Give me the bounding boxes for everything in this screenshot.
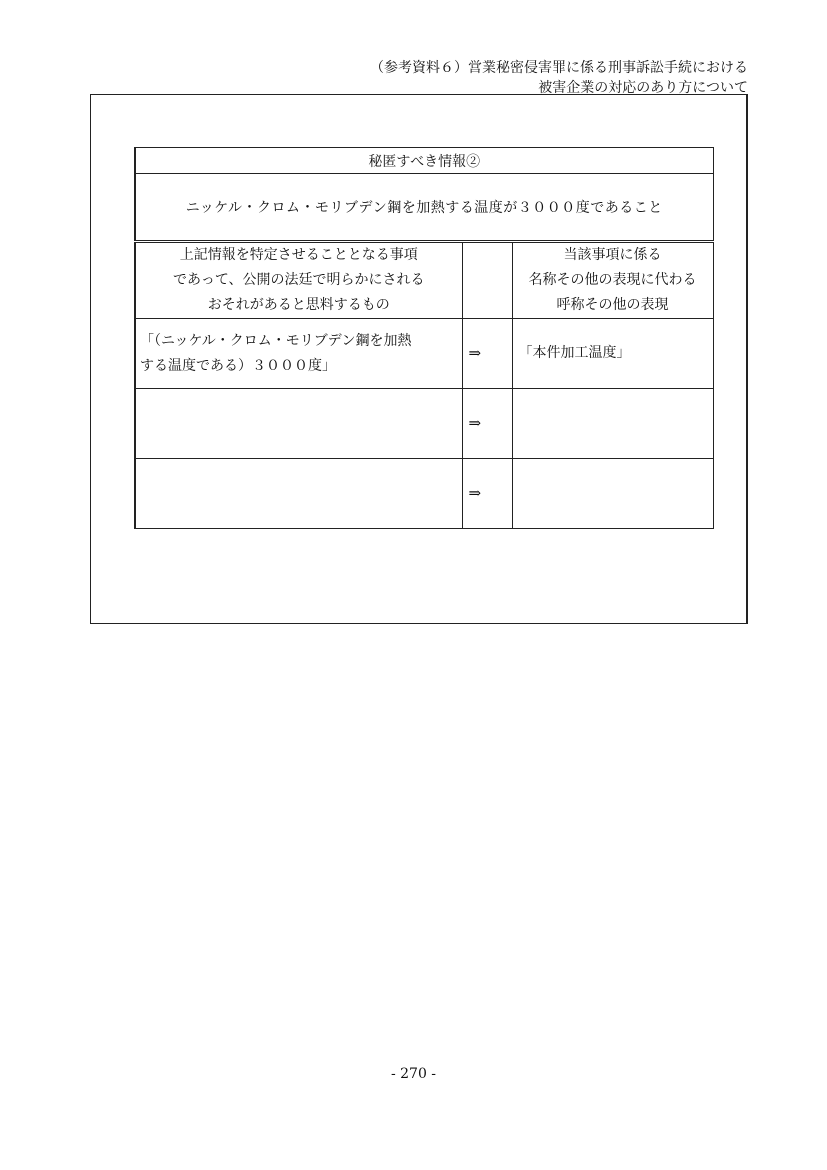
arrow-icon: ⇒ xyxy=(462,389,512,459)
table-row xyxy=(135,319,713,389)
row-right-cell xyxy=(512,459,713,529)
table-row xyxy=(135,389,713,459)
row-right-cell xyxy=(512,389,713,459)
row-right-cell: 「本件加工温度」 xyxy=(512,319,713,389)
table-row xyxy=(135,459,713,529)
column-header-left-line: おそれがあると思料するもの xyxy=(207,297,390,313)
column-header-arrow xyxy=(462,242,512,319)
column-header-right xyxy=(512,242,713,319)
confidential-info-text: ニッケル・クロム・モリブデン鋼を加熱する温度が３０００度であること xyxy=(135,174,713,242)
row-left-line: する温度である）３０００度」 xyxy=(140,357,336,374)
column-header-right-line: 名称その他の表現に代わる xyxy=(528,272,697,288)
column-header-left-line: 上記情報を特定させることとなる事項 xyxy=(179,247,418,263)
column-header-left-line: であって、公開の法廷で明らかにされる xyxy=(172,272,425,288)
arrow-icon: ⇒ xyxy=(462,459,512,529)
row-left-cell xyxy=(135,459,462,529)
page-number: - 270 - xyxy=(390,1066,437,1082)
column-header-right-line: 呼称その他の表現 xyxy=(556,297,669,313)
row-left-line: 「（ニッケル・クロム・モリブデン鋼を加熱 xyxy=(140,332,412,349)
header-line-2: 被害企業の対応のあり方について xyxy=(538,80,748,96)
column-header-right-line: 当該事項に係る xyxy=(563,247,662,263)
arrow-icon: ⇒ xyxy=(462,319,512,389)
confidential-info-table xyxy=(134,147,714,529)
header-line-1: （参考資料６）営業秘密侵害罪に係る刑事訴訟手続における xyxy=(370,60,748,76)
row-left-cell xyxy=(135,319,462,389)
row-left-cell xyxy=(135,389,462,459)
table-caption: 秘匿すべき情報② xyxy=(135,148,713,174)
document-header xyxy=(370,58,748,98)
column-header-left xyxy=(135,242,462,319)
